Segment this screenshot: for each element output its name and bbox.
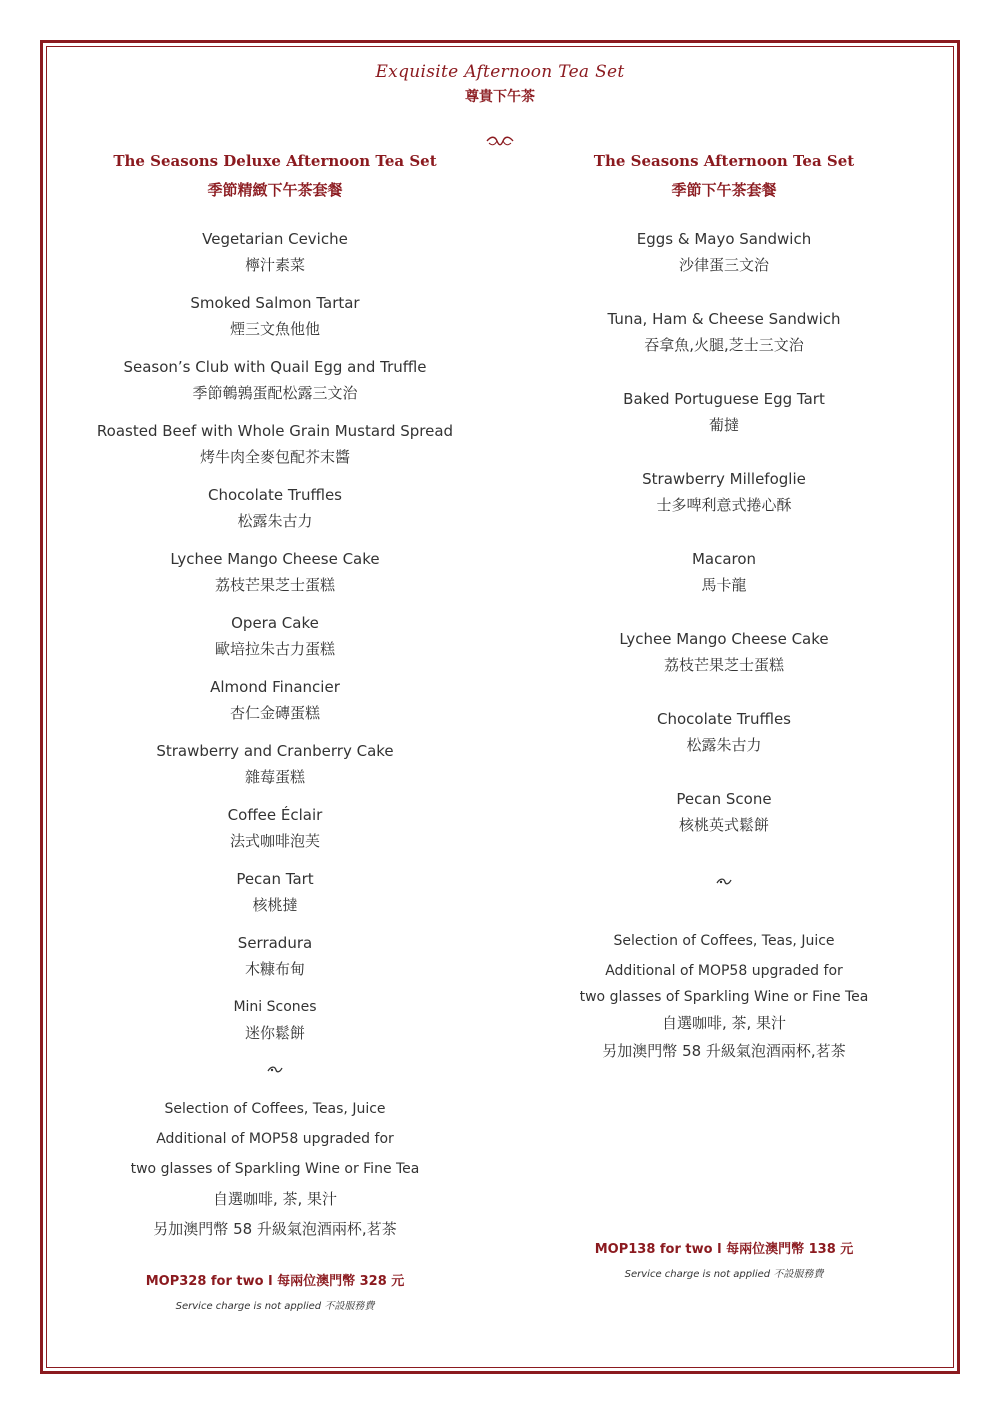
item-name-zh: 核桃英式鬆餅: [678, 816, 769, 834]
item-name-en: Chocolate Truffles: [657, 710, 791, 728]
menu-item: [524, 308, 924, 356]
seasons-price: MOP138 for two l 每兩位澳門幣 138 元: [594, 1242, 854, 1257]
item-name-zh: 吞拿魚,火腿,芝士三文治: [644, 336, 804, 354]
beverage-line: 另加澳門幣 58 升級氣泡酒兩杯,茗茶: [602, 1042, 846, 1060]
seasons-beverage-block: [524, 928, 924, 1066]
swirl-ornament-icon: [716, 876, 732, 886]
menu-item: [75, 868, 475, 916]
item-name-zh: 士多啤利意式捲心酥: [656, 496, 792, 514]
item-name-en: Roasted Beef with Whole Grain Mustard Spread: [96, 422, 454, 440]
item-name-zh: 馬卡龍: [701, 576, 747, 594]
seasons-set-column: [524, 152, 924, 1280]
item-name-en: Pecan Tart: [236, 870, 314, 888]
flourish-ornament-icon: [485, 134, 515, 148]
item-name-zh: 法式咖啡泡芙: [229, 832, 320, 850]
deluxe-beverage-block: [75, 1094, 475, 1244]
item-name-zh: 核桃撻: [252, 896, 298, 914]
menu-item: [75, 228, 475, 276]
item-name-zh: 煙三文魚他他: [229, 320, 320, 338]
menu-title-zh: 尊貴下午茶: [465, 89, 535, 105]
item-name-zh: 松露朱古力: [686, 736, 762, 754]
menu-item: [524, 708, 924, 756]
beverage-line: Selection of Coffees, Teas, Juice: [164, 1101, 386, 1117]
deluxe-set-title-zh: 季節精緻下午茶套餐: [207, 181, 343, 199]
menu-item: [524, 228, 924, 276]
deluxe-set-column: [75, 152, 475, 1312]
item-name-en: Opera Cake: [231, 614, 319, 632]
deluxe-price: MOP328 for two l 每兩位澳門幣 328 元: [145, 1274, 405, 1289]
menu-item: [524, 388, 924, 436]
seasons-set-title-zh: 季節下午茶套餐: [671, 181, 777, 199]
menu-item: [524, 548, 924, 596]
beverage-line: two glasses of Sparkling Wine or Fine Tea: [130, 1161, 420, 1177]
item-name-zh: 荔枝芒果芝士蛋糕: [214, 576, 335, 594]
beverage-line: Additional of MOP58 upgraded for: [605, 963, 843, 979]
beverage-line: 另加澳門幣 58 升級氣泡酒兩杯,茗茶: [153, 1220, 397, 1238]
item-name-en: Tuna, Ham & Cheese Sandwich: [607, 310, 841, 328]
menu-item: [75, 676, 475, 724]
item-name-en: Macaron: [691, 550, 757, 568]
item-name-zh: 木糠布甸: [244, 960, 305, 978]
item-name-en: Almond Financier: [210, 678, 340, 696]
beverage-line: 自選咖啡, 茶, 果汁: [661, 1014, 787, 1032]
menu-item: [75, 548, 475, 596]
deluxe-item-list: [75, 228, 475, 1044]
menu-item: [75, 932, 475, 980]
item-name-zh: 沙律蛋三文治: [678, 256, 769, 274]
deluxe-set-title-en: The Seasons Deluxe Afternoon Tea Set: [113, 152, 437, 170]
item-name-zh: 雜莓蛋糕: [244, 768, 305, 786]
menu-header: [0, 62, 1000, 106]
menu-item: [75, 996, 475, 1044]
item-name-en: Season’s Club with Quail Egg and Truffle: [123, 358, 427, 376]
item-name-zh: 檸汁素菜: [244, 256, 305, 274]
item-name-zh: 歐培拉朱古力蛋糕: [214, 640, 335, 658]
item-name-en: Lychee Mango Cheese Cake: [619, 630, 829, 648]
menu-item: [75, 420, 475, 468]
menu-item: [75, 804, 475, 852]
beverage-line: 自選咖啡, 茶, 果汁: [212, 1190, 338, 1208]
item-name-en: Mini Scones: [233, 999, 317, 1015]
item-name-zh: 松露朱古力: [237, 512, 313, 530]
beverage-line: two glasses of Sparkling Wine or Fine Tea: [579, 989, 869, 1005]
menu-item: [75, 356, 475, 404]
beverage-line: Additional of MOP58 upgraded for: [156, 1131, 394, 1147]
item-name-zh: 荔枝芒果芝士蛋糕: [663, 656, 784, 674]
item-name-zh: 葡撻: [708, 416, 739, 434]
item-name-en: Chocolate Truffles: [208, 486, 342, 504]
item-name-en: Serradura: [237, 934, 313, 952]
menu-item: [75, 292, 475, 340]
item-name-en: Strawberry Millefoglie: [642, 470, 806, 488]
item-name-en: Vegetarian Ceviche: [202, 230, 348, 248]
deluxe-service-note: Service charge is not applied 不設服務費: [175, 1301, 375, 1312]
seasons-set-title-en: The Seasons Afternoon Tea Set: [593, 152, 855, 170]
seasons-item-list: [524, 228, 924, 836]
item-name-en: Pecan Scone: [676, 790, 772, 808]
item-name-en: Eggs & Mayo Sandwich: [636, 230, 812, 248]
item-name-zh: 烤牛肉全麥包配芥末醬: [199, 448, 350, 466]
menu-item: [524, 788, 924, 836]
menu-item: [75, 612, 475, 660]
beverage-line: Selection of Coffees, Teas, Juice: [613, 933, 835, 949]
menu-title-en: Exquisite Afternoon Tea Set: [375, 62, 625, 82]
swirl-ornament-icon: [267, 1064, 283, 1074]
item-name-en: Baked Portuguese Egg Tart: [623, 390, 825, 408]
menu-item: [524, 628, 924, 676]
seasons-service-note: Service charge is not applied 不設服務費: [624, 1269, 824, 1280]
item-name-en: Coffee Éclair: [227, 806, 323, 824]
menu-item: [524, 468, 924, 516]
item-name-en: Strawberry and Cranberry Cake: [156, 742, 394, 760]
menu-item: [75, 740, 475, 788]
item-name-zh: 季節鵪鶉蛋配松露三文治: [192, 384, 358, 402]
item-name-zh: 迷你鬆餅: [244, 1024, 305, 1042]
item-name-en: Smoked Salmon Tartar: [190, 294, 360, 312]
menu-item: [75, 484, 475, 532]
item-name-en: Lychee Mango Cheese Cake: [170, 550, 380, 568]
item-name-zh: 杏仁金磚蛋糕: [229, 704, 320, 722]
